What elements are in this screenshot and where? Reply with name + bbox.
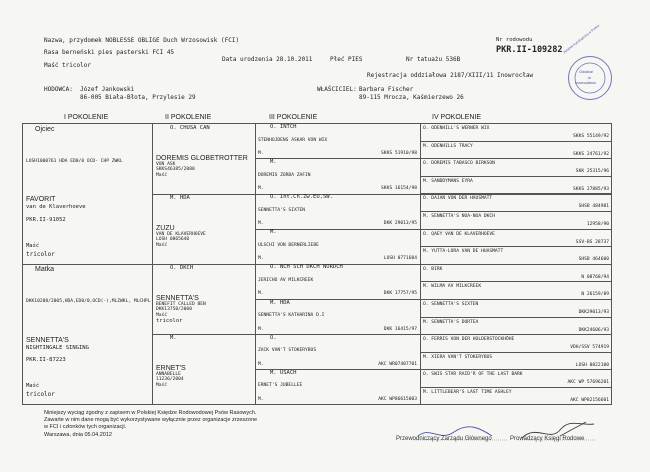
breeder-address: 86-005 Biała-Błota, Przylesie 29 xyxy=(80,94,196,101)
gen2-cell xyxy=(156,265,254,333)
footer-line-3: w FCI i członków tych organizacji. xyxy=(44,424,127,430)
mother-pkr: PKR.II-87223 xyxy=(26,357,66,363)
gen4-cell xyxy=(423,124,611,141)
column-header-gen3: III POKOLENIE xyxy=(269,114,318,121)
gen3-sex: M. xyxy=(258,326,264,332)
gen3-sex: M. xyxy=(258,186,264,192)
gen3-sex-title: M. USACH xyxy=(270,369,297,376)
gen4-reg: SSV-BS 28737 xyxy=(575,239,609,245)
gen4-name: M. SENNETTA'S NOA-NOA DKCH xyxy=(423,214,495,219)
gen3-sex: M. xyxy=(258,396,264,402)
gen2-name: ERNET'S xyxy=(156,364,186,372)
father-color: tricolor xyxy=(26,251,55,258)
gen3-reg: DKK 29013/95 xyxy=(383,221,417,227)
gen4-name: O. BIRK xyxy=(423,266,443,272)
tattoo: Nr tatuażu 536B xyxy=(406,56,461,63)
gen4-cell xyxy=(423,177,611,194)
owner-label: WŁAŚCICIEL: xyxy=(317,86,357,93)
gen3-sex-title: M. xyxy=(270,229,277,236)
gen2-color-label: Maść xyxy=(156,172,168,178)
gen3-sex-title: M. xyxy=(270,159,277,166)
gen4-name: M. XIERA VAN'T STOKERYBOS xyxy=(423,354,493,360)
gen2-name-2: ANNABELLE xyxy=(156,371,181,377)
gen4-name: M. WILMA AV MILKCREEK xyxy=(423,284,482,290)
gen2-sex-title: M. HDA xyxy=(170,195,190,201)
gen3-name: DOREMIS ZORBA ZAFIN xyxy=(258,172,311,178)
gen2-cell xyxy=(156,125,254,193)
gen3-sex: M. xyxy=(258,291,264,297)
gen4-reg: SKK 25315/96 xyxy=(575,169,609,175)
mother-name-2: NIGHTINGALE SINGING xyxy=(26,345,89,351)
footer-line-2: Zawarte w nim dane mogą być wykorzystywane wyłącznie przez organizacje zrzeszone xyxy=(44,417,258,423)
gen4-reg: N 08768/94 xyxy=(581,274,609,280)
column-header-gen2: II POKOLENIE xyxy=(165,114,212,121)
gen2-sex-title: M. xyxy=(170,335,177,341)
pedigree-number: PKR.II-109282 xyxy=(496,45,563,55)
gen4-name: O. ODENHILL'S WERNER WIX xyxy=(423,126,490,131)
stamp-text-1: Oddział xyxy=(579,69,593,74)
branch-stamp xyxy=(562,23,612,100)
gen4-name: O. DAJAN VON DER HAUSMATT xyxy=(423,196,493,202)
column-header-gen4: IV POKOLENIE xyxy=(432,114,482,121)
gen2-color-label: Maść xyxy=(156,242,168,248)
gen4-cell xyxy=(423,159,611,176)
gen4-cell xyxy=(423,388,611,405)
gen3-sex-title: O. INTCH xyxy=(270,124,297,130)
gen3-sex: M. xyxy=(258,151,264,156)
father-registration: LOSH1000761 HDA ED0/0 OCD- CHP ZWKL xyxy=(26,159,123,164)
gen4-name: O. DOREMIS TABASCO BIRKSON xyxy=(423,161,495,167)
breed-line: Rasa berneński pies pasterski FCI 45 xyxy=(44,49,175,56)
gen2-name: ZUZU xyxy=(156,224,175,232)
gen3-reg: AKC WR07407701 xyxy=(378,361,417,367)
gen3-reg: SKKS 16154/98 xyxy=(381,186,417,192)
breeder-label: HODOWCA: xyxy=(44,86,73,93)
gen4-cell xyxy=(423,142,611,159)
gen2-reg: LOSH 0865640 xyxy=(156,237,190,243)
gen4-cell xyxy=(423,282,611,299)
gen3-sex: M. xyxy=(258,256,264,262)
sex: Płeć PIES xyxy=(330,56,363,63)
column-header-gen1: I POKOLENIE xyxy=(64,114,109,121)
footer-date: Warszawa, dnia 05.04.2012 xyxy=(44,432,112,438)
gen2-name-2: BENEFIT CALLED BEN xyxy=(156,301,206,307)
mother-label: Matka xyxy=(35,266,55,273)
gen2-name: DOREMIS GLOBETROTTER xyxy=(156,154,248,162)
gen2-cell xyxy=(156,195,254,263)
gen4-name: M. YUTTA-LORA VAN DE HUASMATT xyxy=(423,249,504,255)
dog-name-line: Nazwa, przydomek NOBLESSE OBLIGE Duch Wrzosowisk (FCI) xyxy=(44,37,240,44)
gen3-name: ZACK VAN'T STOKERYBOS xyxy=(258,348,317,354)
gen4-cell xyxy=(423,300,611,317)
birth-date: Data urodzenia 28.10.2011 xyxy=(222,56,313,63)
gen2-sex-title: O. CHUSA CAN xyxy=(170,125,210,131)
signature-label-2: Prowadzący Księgi Rodowe xyxy=(510,436,585,442)
gen2-cell xyxy=(156,335,254,403)
gen4-reg: DKK29013/93 xyxy=(578,310,609,315)
gen2-color-label: Maść xyxy=(156,312,168,318)
gen3-reg: DKK 16415/97 xyxy=(383,326,417,332)
gen3-cell xyxy=(258,229,419,263)
gen2-reg: SKKS46385/2000 xyxy=(156,167,195,173)
gen3-sex-title: O. NCH SCH DKCH NORDCH xyxy=(270,264,343,271)
gen4-reg: SKKS 24761/92 xyxy=(573,151,609,157)
mother-color-label: Maść xyxy=(26,383,40,389)
gen4-reg: LOSH 0822100 xyxy=(575,362,609,368)
mother-name-1: SENNETTA'S xyxy=(26,337,69,344)
gen3-cell xyxy=(258,194,419,228)
registry: Rejestracja oddziałowa 2187/XIII/11 Inowrocław xyxy=(367,72,534,79)
mother-color: tricolor xyxy=(26,391,55,398)
gen4-cell xyxy=(423,335,611,352)
gen4-cell xyxy=(423,370,611,387)
signature-label-1: Przewodniczący Zarządu Głównego xyxy=(396,436,492,442)
gen3-name: ULSCHI VON BERNERLIEBE xyxy=(258,242,319,248)
gen3-name: JERICHO AV MILKCREEK xyxy=(258,277,314,283)
gen4-reg: SHSB 484981 xyxy=(578,204,609,210)
gen3-name: SENNETTA'S KATHARINA D.I xyxy=(258,313,325,318)
gen4-cell xyxy=(423,318,611,335)
breeder-name: Józef Jankowski xyxy=(80,86,135,93)
gen3-name: SENNETTA'S SIXTEN xyxy=(258,207,306,213)
father-name-1: FAVORIT xyxy=(26,196,56,203)
gen4-reg: DKK24606/93 xyxy=(578,327,609,333)
gen3-reg: LOSH 0771604 xyxy=(383,256,417,262)
gen4-name: O. FERRIS VON DER HOLDERSTOCKHÖHE xyxy=(423,337,515,343)
gen4-name: M. LITTLEBEAR'S LAST TIME ASHLEY xyxy=(423,390,512,395)
father-color-label: Maść xyxy=(26,243,40,249)
father-pkr: PKR.II-91052 xyxy=(26,217,66,223)
owner-name: Barbara Fischer xyxy=(359,86,414,93)
gen4-cell xyxy=(423,212,611,229)
mother-registration: DKK10208/2005,HDA,ED0/0,OCD(-),MLZWKL, MLCHPL xyxy=(26,299,151,304)
gen2-color: tricolor xyxy=(156,318,183,325)
gen4-reg: SKKS 55149/92 xyxy=(573,134,609,139)
gen4-name: O. SENNETTA'S SIXTEN xyxy=(423,302,479,307)
gen2-reg: DKK13750/2000 xyxy=(156,307,192,313)
owner-address: 89-115 Mrocza, Kaśmierzewo 26 xyxy=(359,94,464,101)
gen3-cell xyxy=(258,124,419,158)
gen2-name-2: VON ASK xyxy=(156,161,176,167)
gen3-cell xyxy=(258,264,419,298)
stamp-text-3: Inowrocławiu xyxy=(575,81,596,85)
gen2-name: SENNETTA'S xyxy=(156,294,199,302)
gen4-cell xyxy=(423,353,611,370)
gen3-sex-title: O. Int.Ch.Zw.EU,ŚW. xyxy=(270,194,333,201)
gen2-color-label: Maść xyxy=(156,382,168,388)
stamp-text-2: w xyxy=(588,75,591,80)
father-label: Ojciec xyxy=(35,126,55,133)
gen4-reg: AKC WP 57696201 xyxy=(567,380,609,386)
gen2-sex-title: O. DKCH xyxy=(170,265,194,271)
gen3-sex-title: O. xyxy=(270,334,277,341)
gen3-sex: M. xyxy=(258,221,264,227)
gen4-cell xyxy=(423,230,611,247)
gen3-cell xyxy=(258,300,419,334)
gen3-cell xyxy=(258,335,419,369)
gen4-cell xyxy=(423,194,611,211)
gen4-reg: N 26159/89 xyxy=(581,292,609,298)
gen4-cell xyxy=(423,265,611,282)
gen4-name: M. ODENHILLS TRACY xyxy=(423,143,473,149)
gen3-cell xyxy=(258,370,419,404)
gen4-name: O. QAEY VAN DE KLAVERHOEVE xyxy=(423,231,495,237)
gen3-name: ERNET'S JUBELLEE xyxy=(258,383,303,389)
gen2-name-2: VAN DE KLAVERHOEVE xyxy=(156,231,206,237)
gen3-reg: SKKS 51910/98 xyxy=(381,151,417,156)
footer-line-1: Niniejszy wyciąg zgodny z zapisem w Polskiej Księdze Rodowodowej Psów Rasowych. xyxy=(44,410,257,416)
gen3-cell xyxy=(258,159,419,193)
gen4-name: M. SENNETTA'S DORTEA xyxy=(423,319,479,325)
gen3-sex-title: M. HDA xyxy=(270,299,290,306)
stamp-ring-text: Związek Kynologiczny w Polsce xyxy=(562,23,601,55)
pedigree-label: Nr rodowodu xyxy=(496,37,533,43)
gen3-name: STENHOJDENS ASKAR VON WIX xyxy=(258,137,328,143)
gen4-name: M. SANDDYMANS EYRA xyxy=(423,178,473,184)
gen4-name: O. SWIS STAR RAID'R OF THE LAST BARK xyxy=(423,372,523,378)
gen4-cell xyxy=(423,247,611,264)
gen4-reg: SKKS 27885/93 xyxy=(573,186,609,192)
gen4-reg: VDH/SSV 574919 xyxy=(570,345,609,351)
color-line: Maść tricolor xyxy=(44,62,91,69)
gen4-reg: AKC WP82156601 xyxy=(570,398,609,403)
gen3-reg: AKC WP86615003 xyxy=(378,396,417,402)
gen3-reg: DKK 17757/95 xyxy=(383,291,417,297)
gen3-sex: M. xyxy=(258,361,264,367)
gen4-reg: 12958/90 xyxy=(586,222,609,227)
gen4-reg: SHSB 464600 xyxy=(578,257,609,263)
gen2-reg: 11236/2004 xyxy=(156,377,184,383)
father-name-2: van de Klaverhoeve xyxy=(26,204,86,210)
